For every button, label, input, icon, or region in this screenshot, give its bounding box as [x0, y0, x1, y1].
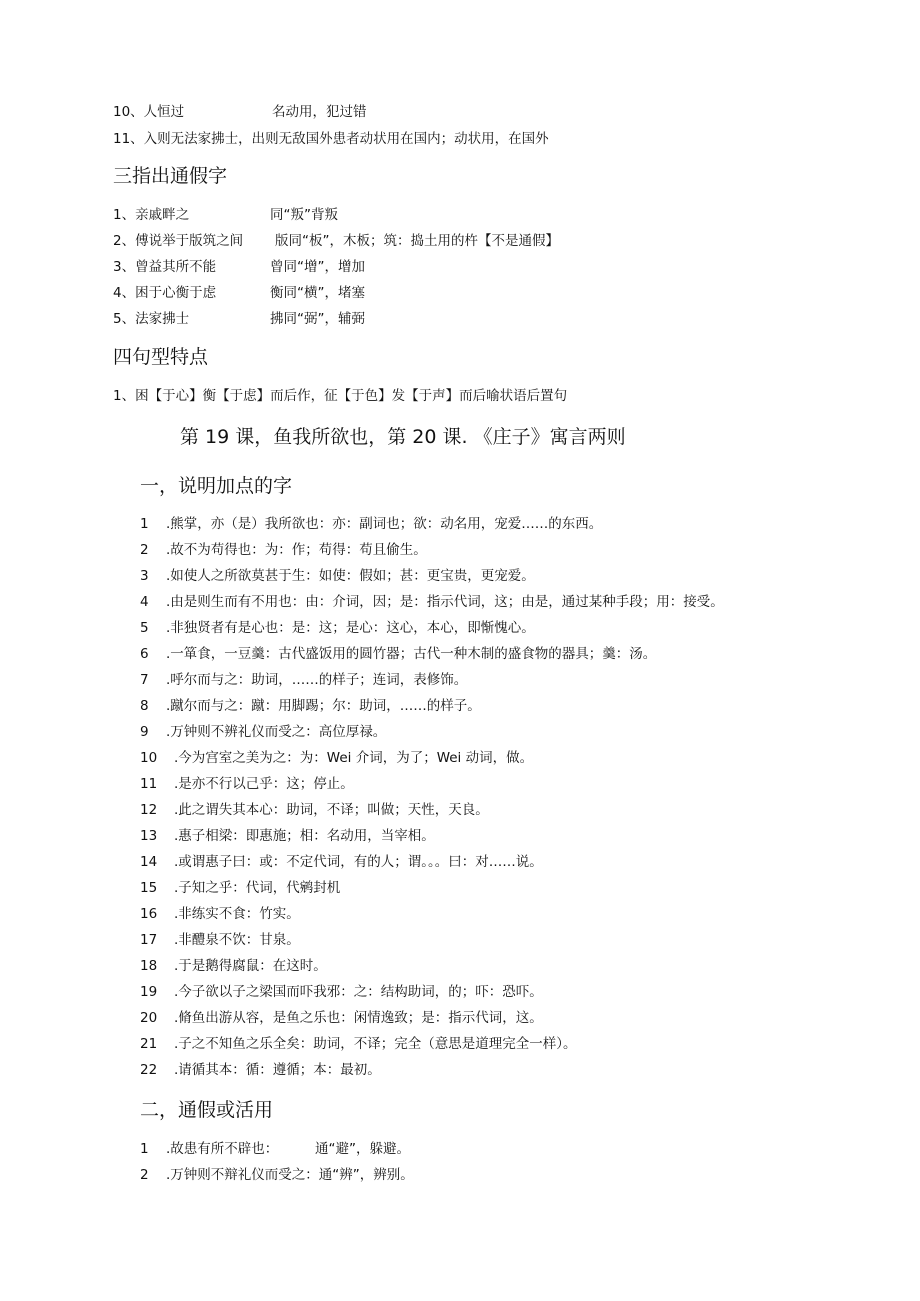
item-term: 1、亲戚畔之	[113, 207, 190, 223]
list-item	[140, 853, 543, 871]
item-text: .万钟则不辨礼仪而受之：高位厚禄。	[166, 724, 387, 740]
item-note: 版同“板”，木板；筑：捣土用的杵【不是通假】	[275, 233, 559, 249]
list-item	[140, 905, 300, 923]
list-item	[140, 801, 489, 819]
item-number: 18	[140, 958, 158, 974]
item-number: 17	[140, 932, 158, 948]
item-term: 3、曾益其所不能	[113, 259, 217, 275]
list-item	[113, 130, 549, 148]
item-text: .子之不知鱼之乐全矣：助词，不译；完全（意思是道理完全一样）。	[174, 1036, 577, 1052]
item-text: .非练实不食：竹实。	[174, 906, 300, 922]
list-item	[113, 258, 365, 276]
item-text: .请循其本：循：遵循；本：最初。	[174, 1062, 381, 1078]
section-heading-tongjia-huoyong: 二，通假或活用	[140, 1099, 274, 1121]
item-number: 16	[140, 906, 158, 922]
item-number: 2	[140, 542, 149, 558]
item-text: .非独贤者有是心也：是：这；是心：这心，本心，即惭愧心。	[166, 620, 535, 636]
list-item	[140, 723, 386, 741]
item-number: 1	[140, 516, 149, 532]
item-number: 9	[140, 724, 149, 740]
list-item	[140, 957, 327, 975]
item-number: 2	[140, 1167, 149, 1183]
item-number: 14	[140, 854, 158, 870]
list-item	[140, 1035, 577, 1053]
item-number: 5	[140, 620, 149, 636]
item-number: 13	[140, 828, 158, 844]
item-text: .子知之乎：代词，代鹓封机	[174, 880, 341, 896]
item-note: 同“叛”背叛	[270, 207, 338, 223]
item-text: .熊掌，亦（是）我所欲也：亦：副词也；欲：动名用，宠爱……的东西。	[166, 516, 603, 532]
item-term: 11、入则无法家拂士，出则无敌国外患者动状用在国内；动状用，在国外	[113, 131, 549, 147]
item-number: 21	[140, 1036, 158, 1052]
list-item	[113, 232, 559, 250]
item-text: .于是鹅得腐鼠：在这时。	[174, 958, 327, 974]
list-item	[140, 697, 481, 715]
item-text: .如使人之所欲莫甚于生：如使：假如；甚：更宝贵，更宠爱。	[166, 568, 535, 584]
list-item	[140, 593, 724, 611]
list-item	[113, 310, 365, 328]
item-text: .万钟则不辩礼仪而受之：通“辨”，辨别。	[166, 1167, 414, 1183]
section-heading-explain: 一，说明加点的字	[140, 475, 293, 497]
item-number: 11	[140, 776, 158, 792]
item-term: 5、法家拂士	[113, 311, 190, 327]
item-number: 22	[140, 1062, 158, 1078]
list-item	[140, 619, 535, 637]
item-text: .一箪食，一豆羹：古代盛饭用的圆竹器；古代一种木制的盛食物的器具；羹：汤。	[166, 646, 657, 662]
item-term: 4、困于心衡于虑	[113, 285, 217, 301]
item-text: .脩鱼出游从容，是鱼之乐也：闲情逸致；是：指示代词，这。	[174, 1010, 543, 1026]
list-item	[140, 749, 533, 767]
list-item	[140, 1166, 414, 1184]
item-text: .故不为苟得也：为：作；苟得：苟且偷生。	[166, 542, 427, 558]
item-number: 19	[140, 984, 158, 1000]
item-number: 15	[140, 880, 158, 896]
list-item	[140, 645, 656, 663]
section-heading-sentence-pattern: 四句型特点	[113, 346, 209, 368]
item-text: .或谓惠子曰：或：不定代词，有的人；谓。。。曰：对……说。	[174, 854, 543, 870]
list-item	[140, 775, 354, 793]
item-number: 10	[140, 750, 158, 766]
lesson-title: 第 19 课，鱼我所欲也，第 20 课. 《庄子》寓言两则	[180, 426, 626, 448]
list-item	[113, 387, 567, 405]
list-item	[113, 206, 338, 224]
list-item	[140, 1061, 381, 1079]
item-text: .此之谓失其本心：助词，不译；叫做；天性，天良。	[174, 802, 489, 818]
item-note: 名动用，犯过错	[272, 104, 367, 120]
item-text: .故患有所不辟也：	[166, 1141, 279, 1157]
item-note: 衡同“横”，堵塞	[270, 285, 365, 301]
list-item	[140, 879, 340, 897]
list-item	[140, 567, 535, 585]
item-number: 8	[140, 698, 149, 714]
list-item	[140, 671, 467, 689]
item-number: 1	[140, 1141, 149, 1157]
item-text: .呼尔而与之：助词，……的样子；连词，表修饰。	[166, 672, 468, 688]
list-item	[140, 983, 543, 1001]
item-text: .是亦不行以己乎：这；停止。	[174, 776, 354, 792]
item-note: 拂同“弼”，辅弼	[270, 311, 365, 327]
list-item	[140, 827, 435, 845]
item-number: 20	[140, 1010, 158, 1026]
list-item	[140, 1009, 543, 1027]
item-text: .惠子相梁：即惠施；相：名动用，当宰相。	[174, 828, 435, 844]
section-heading-tongjia: 三指出通假字	[113, 165, 228, 187]
list-item	[140, 1140, 410, 1158]
list-item	[140, 931, 300, 949]
list-item	[113, 284, 365, 302]
item-note: 通“避”，躲避。	[315, 1141, 410, 1157]
item-note: 曾同“增”，增加	[270, 259, 365, 275]
list-item	[113, 103, 367, 121]
item-number: 3	[140, 568, 149, 584]
item-term: 2、傅说举于版筑之间	[113, 233, 244, 249]
item-text: .今为宫室之美为之：为：Wei 介词，为了；Wei 动词，做。	[174, 750, 534, 766]
item-text: .非醴泉不饮：甘泉。	[174, 932, 300, 948]
item-text: .由是则生而有不用也：由：介词，因；是：指示代词，这；由是，通过某种手段；用：接受。	[166, 594, 724, 610]
item-number: 12	[140, 802, 158, 818]
item-number: 6	[140, 646, 149, 662]
item-number: 7	[140, 672, 149, 688]
item-text: 1、困【于心】衡【于虑】而后作，征【于色】发【于声】而后喻状语后置句	[113, 388, 568, 404]
list-item	[140, 541, 427, 559]
item-text: .今子欲以子之梁国而吓我邪：之：结构助词，的；吓：恐吓。	[174, 984, 543, 1000]
list-item	[140, 515, 602, 533]
item-term: 10、人恒过	[113, 104, 185, 120]
item-number: 4	[140, 594, 149, 610]
item-text: .蹴尔而与之：蹴：用脚踢；尔：助词，……的样子。	[166, 698, 481, 714]
